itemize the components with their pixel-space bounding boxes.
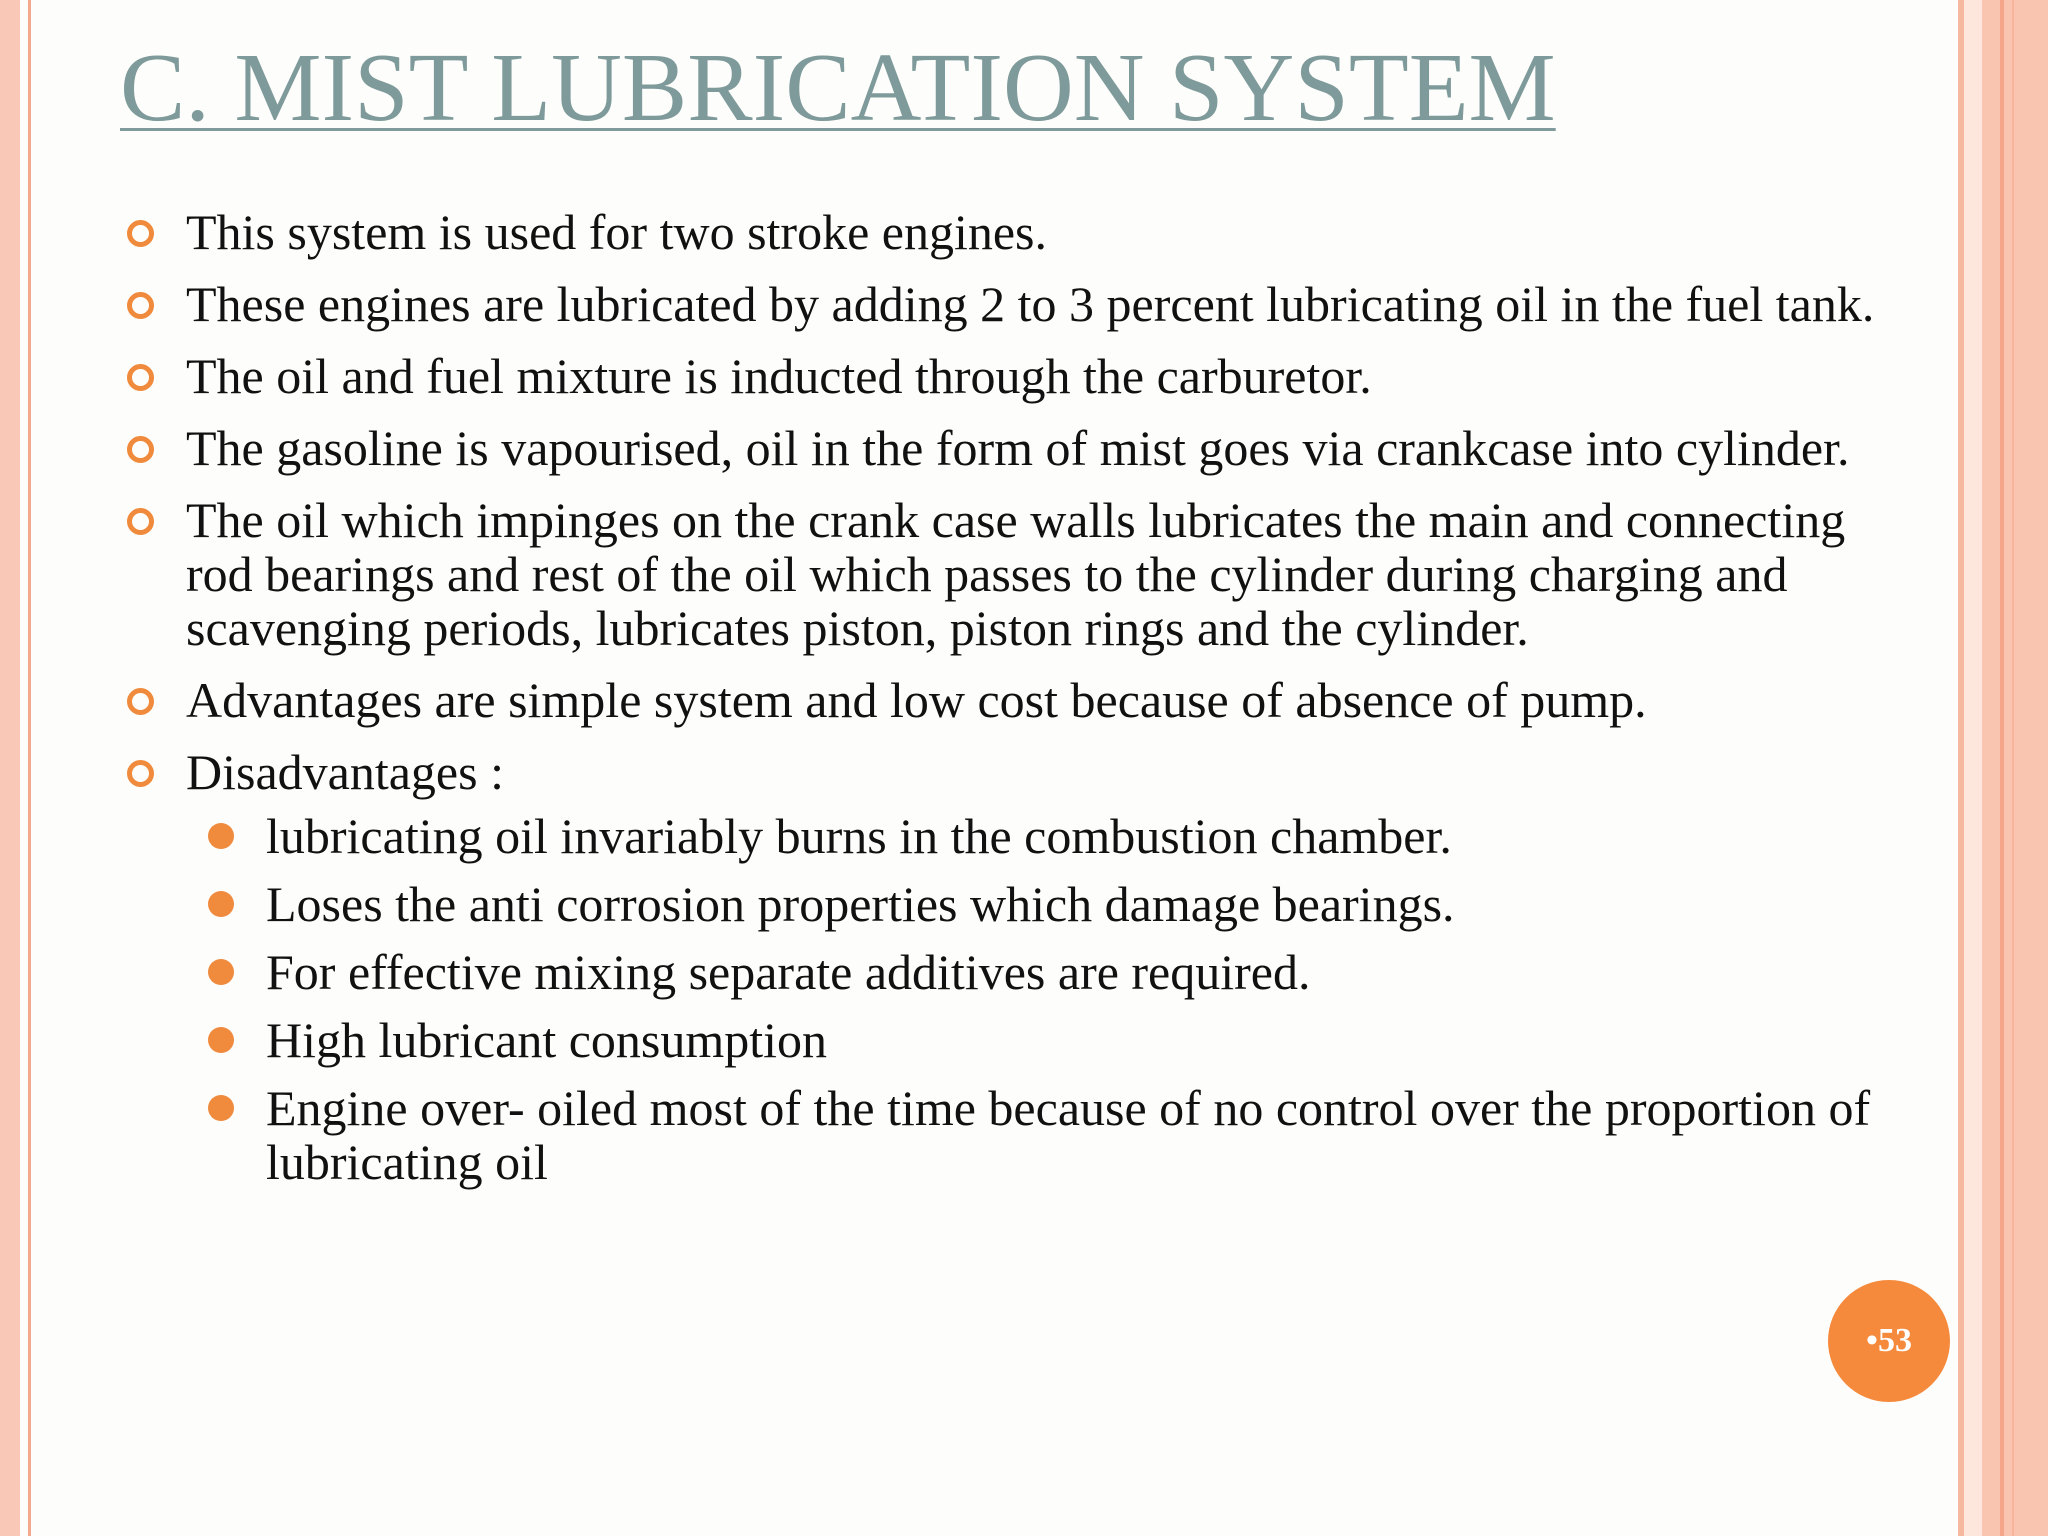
frame-right-line-outer <box>2012 0 2014 1536</box>
sub-bullet-item <box>124 945 1904 999</box>
sub-bullet-item <box>124 877 1904 931</box>
dot-bullet-icon <box>208 823 234 849</box>
ring-bullet-icon <box>127 220 154 247</box>
bullet-item <box>124 493 1904 655</box>
ring-bullet-icon <box>127 292 154 319</box>
bullet-item <box>124 421 1904 475</box>
sub-bullet-text: High lubricant consumption <box>266 1012 828 1068</box>
sub-bullet-item <box>124 1013 1904 1067</box>
ring-bullet-icon <box>127 436 154 463</box>
dot-bullet-icon <box>208 891 234 917</box>
bullet-item <box>124 277 1904 331</box>
bullet-text: The gasoline is vapourised, oil in the form of mist goes via crankcase into cylinder. <box>186 420 1850 476</box>
bullet-list <box>124 205 1904 1189</box>
bullet-item-disadvantages <box>124 745 1904 1189</box>
dot-bullet-icon <box>208 1095 234 1121</box>
sub-bullet-text: For effective mixing separate additives are required. <box>266 944 1311 1000</box>
sub-bullet-text: Loses the anti corrosion properties which damage bearings. <box>266 876 1455 932</box>
frame-right-gap <box>1964 0 1982 1536</box>
dot-bullet-icon <box>208 959 234 985</box>
frame-right-border <box>1982 0 2048 1536</box>
bullet-text: Disadvantages : <box>186 744 504 800</box>
ring-bullet-icon <box>127 688 154 715</box>
ring-bullet-icon <box>127 508 154 535</box>
sub-bullet-list <box>186 809 1904 1189</box>
bullet-item <box>124 673 1904 727</box>
frame-right-line-mid <box>2000 0 2004 1536</box>
ring-bullet-icon <box>127 760 154 787</box>
sub-bullet-item <box>124 809 1904 863</box>
frame-left-border <box>0 0 20 1536</box>
bullet-item <box>124 349 1904 403</box>
slide-content <box>124 205 1904 1207</box>
sub-bullet-item <box>124 1081 1904 1189</box>
slide-title: C. MIST LUBRICATION SYSTEM <box>120 34 1556 142</box>
sub-bullet-text: Engine over- oiled most of the time because of no control over the proportion of lubricating oil <box>266 1080 1871 1190</box>
bullet-text: This system is used for two stroke engines. <box>186 204 1048 260</box>
bullet-text: These engines are lubricated by adding 2 to 3 percent lubricating oil in the fuel tank. <box>186 276 1875 332</box>
page-number-badge: •53 <box>1828 1280 1950 1402</box>
bullet-text: The oil which impinges on the crank case walls lubricates the main and connecting rod bearings and rest of the oil which passes to the cylinder during charging and scavenging periods, lubricates piston, piston rings and the cylinder. <box>186 492 1846 656</box>
dot-bullet-icon <box>208 1027 234 1053</box>
bullet-item <box>124 205 1904 259</box>
frame-left-line <box>28 0 31 1536</box>
ring-bullet-icon <box>127 364 154 391</box>
bullet-text: Advantages are simple system and low cost because of absence of pump. <box>186 672 1647 728</box>
bullet-text: The oil and fuel mixture is inducted through the carburetor. <box>186 348 1372 404</box>
sub-bullet-text: lubricating oil invariably burns in the combustion chamber. <box>266 808 1452 864</box>
